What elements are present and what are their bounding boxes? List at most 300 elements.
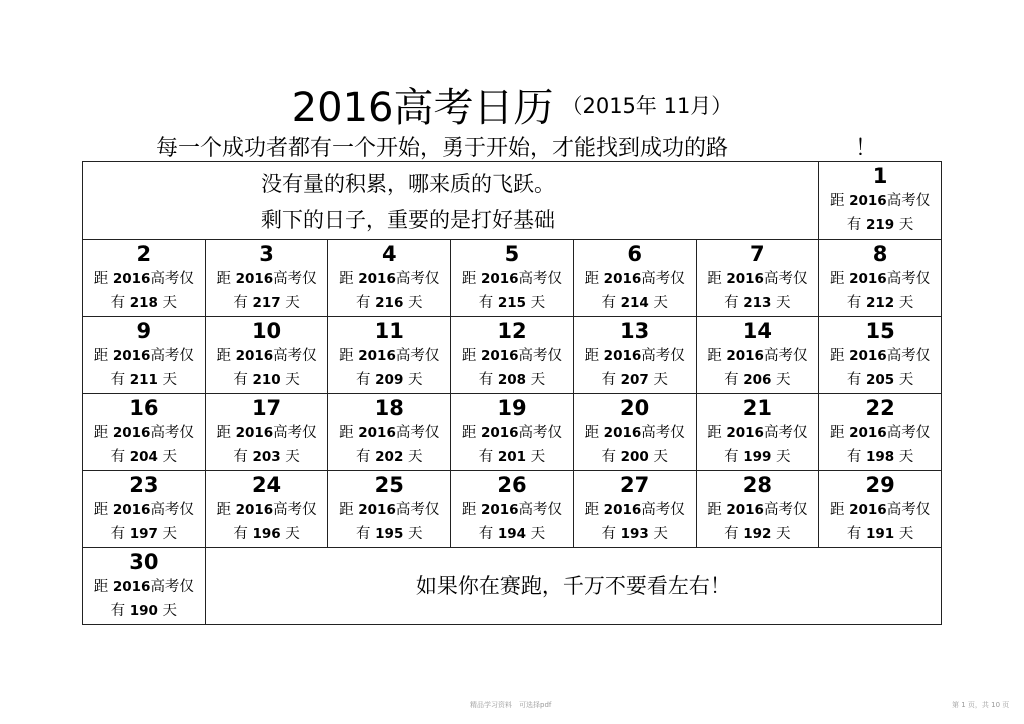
day-number: 24 — [251, 473, 282, 497]
countdown-line1 — [206, 267, 328, 291]
day-cell — [83, 548, 206, 625]
countdown-label: 高考仅 — [763, 502, 808, 518]
countdown-line2 — [819, 213, 941, 237]
countdown-tian: 天 — [403, 372, 423, 388]
days-left: 200 — [620, 449, 649, 465]
countdown-prefix: 距 — [339, 271, 359, 287]
calendar-row — [83, 394, 942, 471]
day-cell — [573, 471, 696, 548]
countdown-prefix: 距 — [461, 502, 481, 518]
days-left: 195 — [375, 526, 404, 542]
day-cell — [205, 317, 328, 394]
countdown-line1 — [83, 267, 205, 291]
countdown-prefix: 距 — [93, 502, 113, 518]
countdown-you: 有 — [110, 295, 130, 311]
day-cell — [83, 317, 206, 394]
day-number: 3 — [259, 242, 274, 266]
countdown-you: 有 — [724, 372, 744, 388]
countdown-line1 — [206, 498, 328, 522]
day-number: 14 — [742, 319, 772, 343]
countdown-line1 — [819, 421, 941, 445]
countdown-prefix: 距 — [216, 502, 236, 518]
countdown-line1 — [819, 189, 941, 213]
countdown-line2 — [697, 368, 819, 392]
countdown-label: 高考仅 — [273, 425, 317, 441]
countdown-prefix: 距 — [216, 348, 236, 364]
countdown-line2 — [206, 522, 328, 546]
countdown-tian: 天 — [526, 372, 546, 388]
quote-top-line1: 没有量的积累，哪来质的飞跃。 — [261, 172, 555, 196]
countdown-tian: 天 — [648, 295, 668, 311]
countdown-line1 — [574, 421, 696, 445]
countdown-year: 2016 — [235, 271, 274, 287]
countdown-prefix: 距 — [339, 348, 359, 364]
countdown-label: 高考仅 — [273, 502, 317, 518]
days-left: 208 — [497, 372, 527, 388]
countdown-year: 2016 — [112, 579, 151, 595]
countdown-tian: 天 — [648, 449, 668, 465]
day-number: 30 — [129, 550, 159, 574]
countdown-you: 有 — [478, 526, 498, 542]
countdown-you: 有 — [478, 295, 498, 311]
countdown-tian: 天 — [648, 372, 668, 388]
countdown-prefix: 距 — [830, 348, 850, 364]
countdown-tian: 天 — [403, 526, 423, 542]
countdown-prefix: 距 — [216, 425, 236, 441]
day-cell — [451, 394, 574, 471]
countdown-prefix: 距 — [339, 502, 359, 518]
days-left: 194 — [497, 526, 527, 542]
countdown-line2 — [451, 291, 573, 315]
day-number: 21 — [742, 396, 772, 420]
countdown-tian: 天 — [894, 526, 914, 542]
day-cell — [696, 240, 819, 317]
countdown-prefix: 距 — [584, 271, 604, 287]
day-number: 1 — [872, 164, 888, 188]
countdown-year: 2016 — [849, 502, 887, 518]
day-number: 22 — [865, 396, 895, 420]
day-number: 28 — [742, 473, 772, 497]
day-number: 5 — [504, 242, 520, 266]
countdown-year: 2016 — [603, 271, 642, 287]
day-number: 7 — [750, 242, 765, 266]
countdown-tian: 天 — [280, 449, 300, 465]
days-left: 198 — [866, 449, 895, 465]
day-cell — [328, 394, 451, 471]
countdown-line1 — [819, 344, 941, 368]
countdown-you: 有 — [356, 449, 376, 465]
countdown-year: 2016 — [235, 502, 274, 518]
countdown-year: 2016 — [726, 348, 764, 364]
countdown-year: 2016 — [726, 425, 764, 441]
countdown-line1 — [697, 344, 819, 368]
countdown-label: 高考仅 — [518, 348, 563, 364]
day-cell — [819, 394, 942, 471]
countdown-you: 有 — [478, 449, 498, 465]
countdown-prefix: 距 — [584, 348, 604, 364]
countdown-line2 — [697, 522, 819, 546]
countdown-you: 有 — [846, 526, 867, 542]
countdown-you: 有 — [233, 295, 253, 311]
day-cell — [573, 394, 696, 471]
countdown-year: 2016 — [358, 348, 396, 364]
countdown-label: 高考仅 — [395, 271, 440, 287]
motto-exclaim: ！ — [855, 136, 878, 161]
countdown-you: 有 — [601, 449, 621, 465]
countdown-line1 — [328, 421, 450, 445]
countdown-year: 2016 — [358, 502, 396, 518]
day-number: 19 — [497, 396, 527, 420]
countdown-you: 有 — [233, 372, 253, 388]
countdown-prefix: 距 — [830, 502, 850, 518]
countdown-tian: 天 — [526, 526, 546, 542]
countdown-label: 高考仅 — [763, 271, 808, 287]
countdown-tian: 天 — [771, 295, 791, 311]
countdown-line1 — [451, 421, 573, 445]
countdown-tian: 天 — [771, 526, 791, 542]
day-number: 26 — [497, 473, 527, 497]
day-number: 25 — [374, 473, 404, 497]
countdown-you: 有 — [724, 526, 744, 542]
countdown-line2 — [328, 445, 450, 469]
countdown-you: 有 — [233, 526, 253, 542]
calendar-row — [83, 162, 942, 240]
countdown-label: 高考仅 — [886, 271, 931, 287]
countdown-label: 高考仅 — [886, 425, 931, 441]
days-left: 193 — [620, 526, 649, 542]
countdown-line2 — [819, 445, 941, 469]
days-left: 209 — [375, 372, 404, 388]
countdown-tian: 天 — [526, 449, 546, 465]
countdown-label: 高考仅 — [518, 425, 563, 441]
countdown-year: 2016 — [849, 348, 887, 364]
day-cell — [451, 471, 574, 548]
countdown-label: 高考仅 — [641, 348, 685, 364]
day-number: 8 — [872, 242, 888, 266]
countdown-line2 — [83, 445, 205, 469]
day-number: 12 — [497, 319, 527, 343]
countdown-line1 — [697, 421, 819, 445]
countdown-tian: 天 — [894, 217, 914, 233]
countdown-year: 2016 — [358, 425, 396, 441]
countdown-line2 — [328, 368, 450, 392]
countdown-prefix: 距 — [93, 579, 113, 595]
countdown-line2 — [83, 599, 205, 623]
countdown-line2 — [206, 291, 328, 315]
days-left: 218 — [129, 295, 158, 311]
countdown-year: 2016 — [849, 425, 887, 441]
countdown-label: 高考仅 — [273, 348, 317, 364]
countdown-year: 2016 — [480, 348, 519, 364]
countdown-label: 高考仅 — [886, 193, 931, 209]
countdown-year: 2016 — [603, 502, 642, 518]
countdown-line1 — [574, 498, 696, 522]
countdown-label: 高考仅 — [150, 348, 194, 364]
countdown-year: 2016 — [849, 193, 887, 209]
day-cell — [819, 317, 942, 394]
countdown-line1 — [83, 421, 205, 445]
countdown-prefix: 距 — [584, 425, 604, 441]
countdown-line1 — [819, 267, 941, 291]
countdown-you: 有 — [601, 526, 621, 542]
countdown-prefix: 距 — [461, 348, 481, 364]
countdown-line2 — [83, 291, 205, 315]
countdown-prefix: 距 — [461, 425, 481, 441]
countdown-you: 有 — [110, 449, 130, 465]
days-left: 213 — [743, 295, 772, 311]
day-cell — [819, 471, 942, 548]
countdown-line2 — [83, 368, 205, 392]
countdown-label: 高考仅 — [150, 579, 194, 595]
days-left: 215 — [497, 295, 527, 311]
footer-page-number: 第 1 页，共 10 页 — [952, 701, 1010, 709]
days-left: 214 — [620, 295, 649, 311]
countdown-prefix: 距 — [707, 348, 727, 364]
countdown-prefix: 距 — [707, 425, 727, 441]
day-number: 2 — [136, 242, 152, 266]
day-cell — [573, 317, 696, 394]
motto: 每一个成功者都有一个开始，勇于开始，才能找到成功的路 — [156, 136, 729, 161]
countdown-label: 高考仅 — [641, 271, 685, 287]
countdown-line1 — [451, 498, 573, 522]
countdown-year: 2016 — [112, 425, 151, 441]
countdown-tian: 天 — [280, 372, 300, 388]
countdown-prefix: 距 — [339, 425, 359, 441]
countdown-label: 高考仅 — [395, 502, 440, 518]
countdown-line1 — [328, 267, 450, 291]
countdown-year: 2016 — [112, 502, 151, 518]
title-main: 2016高考日历 — [291, 85, 554, 131]
countdown-line1 — [574, 344, 696, 368]
countdown-line2 — [574, 445, 696, 469]
days-left: 203 — [252, 449, 281, 465]
days-left: 192 — [743, 526, 772, 542]
countdown-tian: 天 — [280, 526, 300, 542]
countdown-tian: 天 — [648, 526, 668, 542]
day-number: 9 — [136, 319, 152, 343]
day-number: 17 — [251, 396, 282, 420]
days-left: 191 — [866, 526, 895, 542]
days-left: 204 — [129, 449, 158, 465]
countdown-line1 — [83, 575, 205, 599]
countdown-prefix: 距 — [93, 348, 113, 364]
countdown-year: 2016 — [480, 271, 519, 287]
days-left: 201 — [497, 449, 527, 465]
day-number: 29 — [865, 473, 895, 497]
countdown-line2 — [206, 445, 328, 469]
countdown-line1 — [697, 498, 819, 522]
countdown-tian: 天 — [771, 372, 791, 388]
countdown-tian: 天 — [157, 526, 178, 542]
countdown-line1 — [83, 344, 205, 368]
countdown-line2 — [206, 368, 328, 392]
quote-bottom: 如果你在赛跑，千万不要看左右！ — [415, 574, 731, 598]
calendar-grid — [82, 161, 942, 625]
day-number: 23 — [129, 473, 159, 497]
day-cell — [328, 471, 451, 548]
day-number: 20 — [620, 396, 650, 420]
quote-bottom-cell — [205, 548, 941, 625]
countdown-line2 — [574, 368, 696, 392]
day-cell — [819, 162, 942, 240]
countdown-label: 高考仅 — [518, 502, 563, 518]
countdown-prefix: 距 — [830, 425, 850, 441]
countdown-you: 有 — [846, 217, 867, 233]
day-cell — [328, 240, 451, 317]
days-left: 196 — [252, 526, 281, 542]
countdown-year: 2016 — [726, 502, 764, 518]
countdown-line2 — [451, 445, 573, 469]
countdown-line1 — [206, 344, 328, 368]
countdown-you: 有 — [724, 295, 744, 311]
countdown-prefix: 距 — [707, 271, 727, 287]
days-left: 211 — [129, 372, 158, 388]
day-cell — [696, 317, 819, 394]
countdown-label: 高考仅 — [641, 425, 685, 441]
countdown-year: 2016 — [358, 271, 396, 287]
countdown-label: 高考仅 — [763, 348, 808, 364]
countdown-line2 — [451, 522, 573, 546]
calendar-row — [83, 548, 942, 625]
day-cell — [83, 394, 206, 471]
day-number: 15 — [865, 319, 895, 343]
days-left: 219 — [866, 217, 895, 233]
quote-top-line2: 剩下的日子，重要的是打好基础 — [261, 208, 555, 232]
countdown-line2 — [697, 445, 819, 469]
countdown-line1 — [451, 344, 573, 368]
day-cell — [819, 240, 942, 317]
day-cell — [451, 317, 574, 394]
days-left: 216 — [375, 295, 404, 311]
days-left: 206 — [743, 372, 772, 388]
countdown-you: 有 — [846, 295, 867, 311]
day-cell — [696, 394, 819, 471]
countdown-tian: 天 — [771, 449, 791, 465]
day-cell — [328, 317, 451, 394]
days-left: 199 — [743, 449, 772, 465]
day-cell — [83, 471, 206, 548]
countdown-tian: 天 — [157, 295, 178, 311]
countdown-line2 — [819, 291, 941, 315]
countdown-year: 2016 — [480, 425, 519, 441]
countdown-you: 有 — [110, 372, 130, 388]
days-left: 197 — [129, 526, 158, 542]
day-number: 16 — [129, 396, 159, 420]
countdown-tian: 天 — [894, 372, 914, 388]
countdown-line2 — [574, 522, 696, 546]
day-cell — [205, 240, 328, 317]
countdown-line2 — [328, 522, 450, 546]
countdown-tian: 天 — [157, 449, 178, 465]
countdown-line1 — [83, 498, 205, 522]
countdown-prefix: 距 — [93, 271, 113, 287]
countdown-tian: 天 — [526, 295, 546, 311]
countdown-tian: 天 — [403, 449, 423, 465]
day-cell — [696, 471, 819, 548]
countdown-line2 — [83, 522, 205, 546]
countdown-year: 2016 — [849, 271, 887, 287]
countdown-line1 — [819, 498, 941, 522]
countdown-year: 2016 — [726, 271, 764, 287]
countdown-year: 2016 — [480, 502, 519, 518]
countdown-tian: 天 — [894, 449, 914, 465]
countdown-prefix: 距 — [830, 271, 850, 287]
day-cell — [205, 394, 328, 471]
page-title — [0, 76, 1024, 133]
countdown-you: 有 — [601, 372, 621, 388]
countdown-line1 — [206, 421, 328, 445]
countdown-label: 高考仅 — [763, 425, 808, 441]
days-left: 217 — [252, 295, 281, 311]
countdown-you: 有 — [724, 449, 744, 465]
day-number: 11 — [374, 319, 404, 343]
countdown-tian: 天 — [157, 372, 178, 388]
countdown-you: 有 — [846, 449, 867, 465]
calendar-row — [83, 471, 942, 548]
day-cell — [573, 240, 696, 317]
day-number: 10 — [251, 319, 282, 343]
countdown-prefix: 距 — [584, 502, 604, 518]
calendar-row — [83, 240, 942, 317]
countdown-prefix: 距 — [707, 502, 727, 518]
countdown-you: 有 — [601, 295, 621, 311]
countdown-you: 有 — [356, 372, 376, 388]
quote-top-cell — [83, 162, 819, 240]
countdown-you: 有 — [478, 372, 498, 388]
countdown-you: 有 — [110, 603, 130, 619]
days-left: 190 — [129, 603, 158, 619]
countdown-you: 有 — [233, 449, 253, 465]
calendar-row — [83, 317, 942, 394]
day-cell — [205, 471, 328, 548]
countdown-label: 高考仅 — [886, 348, 931, 364]
countdown-label: 高考仅 — [273, 271, 317, 287]
countdown-line2 — [697, 291, 819, 315]
countdown-line1 — [451, 267, 573, 291]
countdown-tian: 天 — [280, 295, 300, 311]
countdown-line1 — [328, 498, 450, 522]
day-number: 6 — [627, 242, 642, 266]
countdown-you: 有 — [356, 295, 376, 311]
countdown-line1 — [574, 267, 696, 291]
countdown-line1 — [697, 267, 819, 291]
countdown-line2 — [819, 522, 941, 546]
days-left: 212 — [866, 295, 895, 311]
countdown-year: 2016 — [112, 348, 151, 364]
countdown-prefix: 距 — [461, 271, 481, 287]
countdown-label: 高考仅 — [150, 502, 194, 518]
day-number: 27 — [620, 473, 650, 497]
countdown-year: 2016 — [603, 425, 642, 441]
countdown-year: 2016 — [235, 348, 274, 364]
days-left: 207 — [620, 372, 649, 388]
countdown-year: 2016 — [235, 425, 274, 441]
countdown-line1 — [328, 344, 450, 368]
day-number: 18 — [374, 396, 404, 420]
countdown-year: 2016 — [603, 348, 642, 364]
day-cell — [451, 240, 574, 317]
countdown-tian: 天 — [894, 295, 914, 311]
countdown-you: 有 — [846, 372, 867, 388]
day-number: 13 — [620, 319, 650, 343]
countdown-tian: 天 — [157, 603, 178, 619]
countdown-prefix: 距 — [216, 271, 236, 287]
countdown-year: 2016 — [112, 271, 151, 287]
countdown-you: 有 — [356, 526, 376, 542]
title-month: （2015年 11月） — [561, 93, 733, 118]
countdown-line2 — [574, 291, 696, 315]
countdown-prefix: 距 — [830, 193, 850, 209]
